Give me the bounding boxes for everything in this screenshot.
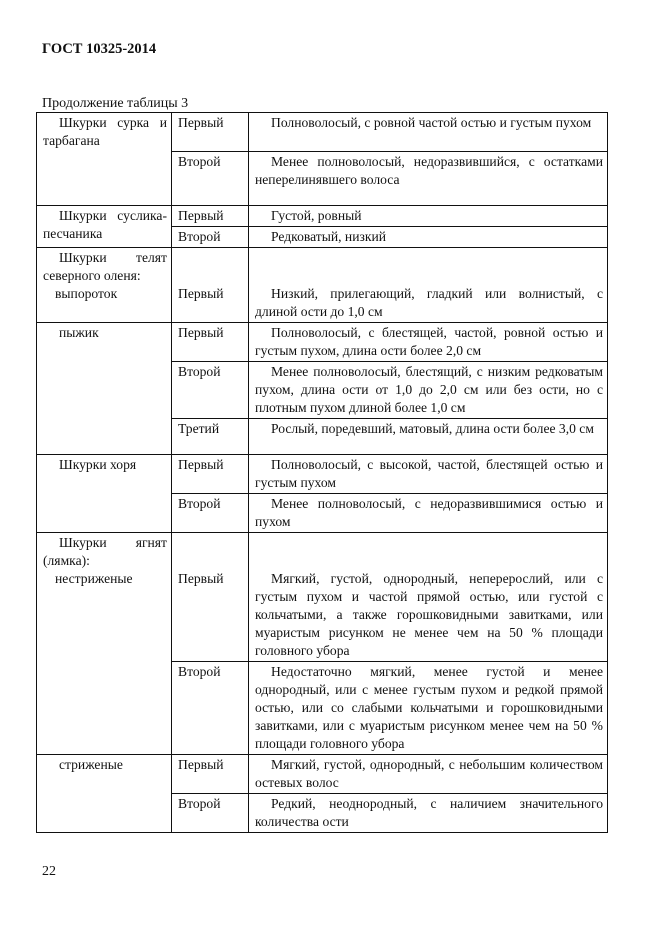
description-cell: Менее полноволосый, блестящий, с низким редковатым пухом, длина ости от 1,0 до 2,0 см или без ости, но с плотным пухом длиной более 1,0 см — [249, 361, 608, 418]
pelt-type-cell — [37, 493, 172, 532]
pelt-subtype-label: выпороток — [55, 285, 118, 301]
description-cell: Полноволосый, с высокой, частой, блестящей остью и густым пухом — [249, 454, 608, 493]
pelt-group-label: Шкурки ягнят (лямка): — [43, 534, 167, 568]
grade-cell: Второй — [172, 793, 249, 832]
pelt-type-cell — [37, 151, 172, 205]
description-cell: Недостаточно мягкий, менее густой и менее однородный, или с менее густым пухом и редкой прямой остью, или со слабыми кольчатыми и горошковидными завитками, или с муаристым рисунком менее чем на 50 % площади головного убора — [249, 661, 608, 754]
pelt-type-cell — [37, 418, 172, 454]
description-cell: Мягкий, густой, однородный, с небольшим количеством остевых волос — [249, 754, 608, 793]
grade-cell: Первый — [172, 113, 249, 152]
table-row — [37, 113, 608, 152]
table-caption: Продолжение таблицы 3 — [42, 96, 189, 111]
description-cell: Менее полноволосый, недоразвившийся, с остатками неперелинявшего волоса — [249, 151, 608, 205]
table-row — [37, 661, 608, 754]
table-row — [37, 532, 608, 661]
table-row — [37, 247, 608, 322]
description-cell: Рослый, поредевший, матовый, длина ости более 3,0 см — [249, 418, 608, 454]
grade-cell: Второй — [172, 493, 249, 532]
document-header: ГОСТ 10325-2014 — [42, 41, 157, 57]
description-cell: Редкий, неоднородный, с наличием значительного количества ости — [249, 793, 608, 832]
description-cell: Низкий, прилегающий, гладкий или волнистый, с длиной ости до 1,0 см — [249, 247, 608, 322]
pelt-type-cell — [37, 661, 172, 754]
grade-cell: Первый — [172, 205, 249, 226]
grade-cell: Второй — [172, 226, 249, 247]
pelt-type-cell — [37, 532, 172, 661]
pelt-type-cell — [37, 793, 172, 832]
table-row — [37, 454, 608, 493]
description-cell: Редковатый, низкий — [249, 226, 608, 247]
grade-cell: Первый — [172, 532, 249, 661]
description-cell: Полноволосый, с блестящей, частой, ровной остью и густым пухом, длина ости более 2,0 см — [249, 322, 608, 361]
table-row — [37, 493, 608, 532]
table-row — [37, 322, 608, 361]
pelt-type-cell — [37, 361, 172, 418]
pelt-type-cell: Шкурки сурка и тарбагана — [37, 113, 172, 152]
pelt-quality-table — [36, 112, 608, 833]
table-row — [37, 205, 608, 226]
table-row — [37, 754, 608, 793]
grade-cell: Второй — [172, 151, 249, 205]
table-row — [37, 361, 608, 418]
grade-cell: Первый — [172, 754, 249, 793]
table-row — [37, 793, 608, 832]
pelt-type-cell: стриженые — [37, 754, 172, 793]
pelt-subtype-label: нестриженые — [55, 570, 133, 586]
grade-cell: Второй — [172, 661, 249, 754]
table-row — [37, 418, 608, 454]
grade-cell: Первый — [172, 322, 249, 361]
page-number: 22 — [42, 864, 56, 879]
grade-cell: Третий — [172, 418, 249, 454]
description-cell: Мягкий, густой, однородный, неперерослий, или с густым пухом и частой прямой остью, или густой с кольчатыми, а также горошковидными завитками, или муаристым рисунком не менее чем на 50 % площади головного убора — [249, 532, 608, 661]
pelt-type-cell: Шкурки суслика-песчаника — [37, 205, 172, 247]
table-row — [37, 151, 608, 205]
pelt-type-cell: Шкурки хоря — [37, 454, 172, 493]
grade-cell: Первый — [172, 247, 249, 322]
grade-cell: Второй — [172, 361, 249, 418]
grade-cell: Первый — [172, 454, 249, 493]
description-cell: Густой, ровный — [249, 205, 608, 226]
description-cell: Менее полноволосый, с недоразвившимися остью и пухом — [249, 493, 608, 532]
pelt-type-cell — [37, 247, 172, 322]
pelt-type-cell: пыжик — [37, 322, 172, 361]
description-cell: Полноволосый, с ровной частой остью и густым пухом — [249, 113, 608, 152]
pelt-group-label: Шкурки телят северного оленя: — [43, 249, 167, 283]
